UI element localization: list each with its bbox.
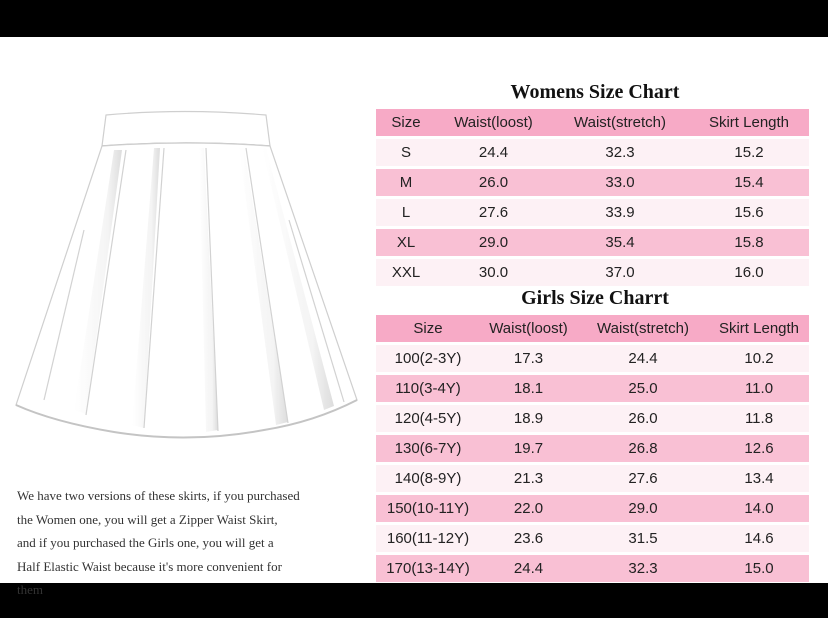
cell: 15.4 xyxy=(689,169,809,196)
table-row xyxy=(376,555,809,582)
cell: 27.6 xyxy=(436,199,551,226)
cell: 18.9 xyxy=(480,405,577,432)
cell: 15.0 xyxy=(709,555,809,582)
table-row xyxy=(376,405,809,432)
cell: 25.0 xyxy=(577,375,709,402)
header-cell: Size xyxy=(376,315,480,342)
cell: 33.9 xyxy=(551,199,689,226)
table-row xyxy=(376,169,809,196)
header-cell: Size xyxy=(376,109,436,136)
cell: 15.6 xyxy=(689,199,809,226)
description-line: the Women one, you will get a Zipper Waist Skirt, xyxy=(17,511,278,527)
description-line: them xyxy=(17,582,43,597)
cell: 26.0 xyxy=(436,169,551,196)
cell: 21.3 xyxy=(480,465,577,492)
cell: 35.4 xyxy=(551,229,689,256)
cell: 17.3 xyxy=(480,345,577,372)
cell: 11.8 xyxy=(709,405,809,432)
cell: 26.8 xyxy=(577,435,709,462)
table-row xyxy=(376,465,809,492)
table-row xyxy=(376,435,809,462)
table-row xyxy=(376,525,809,552)
cell: 12.6 xyxy=(709,435,809,462)
cell: 37.0 xyxy=(551,259,689,286)
description-line: We have two versions of these skirts, if you purchased xyxy=(17,488,300,503)
cell: 24.4 xyxy=(436,139,551,166)
table-row xyxy=(376,375,809,402)
cell: 18.1 xyxy=(480,375,577,402)
cell: 170(13-14Y) xyxy=(376,555,480,582)
description-line: and if you purchased the Girls one, you will get a xyxy=(17,535,274,550)
table-row xyxy=(376,199,809,226)
womens-size-table xyxy=(376,109,809,286)
cell: 10.2 xyxy=(709,345,809,372)
table-header-row xyxy=(376,315,809,342)
cell: 15.2 xyxy=(689,139,809,166)
cell: 30.0 xyxy=(436,259,551,286)
table-row xyxy=(376,259,809,286)
cell: 33.0 xyxy=(551,169,689,196)
product-description xyxy=(17,484,367,602)
product-image xyxy=(0,37,828,597)
header-cell: Skirt Length xyxy=(689,109,809,136)
pleated-skirt-image xyxy=(14,110,362,460)
cell: 14.0 xyxy=(709,495,809,522)
header-cell: Waist(loost) xyxy=(436,109,551,136)
cell: 19.7 xyxy=(480,435,577,462)
cell: 14.6 xyxy=(709,525,809,552)
cell: 130(6-7Y) xyxy=(376,435,480,462)
cell: 100(2-3Y) xyxy=(376,345,480,372)
cell: S xyxy=(376,139,436,166)
cell: 150(10-11Y) xyxy=(376,495,480,522)
womens-chart-title: Womens Size Chart xyxy=(510,81,680,103)
cell: 160(11-12Y) xyxy=(376,525,480,552)
cell: XL xyxy=(376,229,436,256)
table-row xyxy=(376,229,809,256)
header-cell: Waist(stretch) xyxy=(551,109,689,136)
header-cell: Waist(stretch) xyxy=(577,315,709,342)
table-header-row xyxy=(376,109,809,136)
cell: 27.6 xyxy=(577,465,709,492)
table-row xyxy=(376,345,809,372)
cell: 23.6 xyxy=(480,525,577,552)
cell: 29.0 xyxy=(577,495,709,522)
cell: 16.0 xyxy=(689,259,809,286)
description-line: Half Elastic Waist because it's more convenient for xyxy=(17,558,282,574)
header-cell: Skirt Length xyxy=(709,315,809,342)
cell: 110(3-4Y) xyxy=(376,375,480,402)
cell: 26.0 xyxy=(577,405,709,432)
cell: 140(8-9Y) xyxy=(376,465,480,492)
cell: 22.0 xyxy=(480,495,577,522)
cell: 32.3 xyxy=(551,139,689,166)
cell: M xyxy=(376,169,436,196)
table-row xyxy=(376,495,809,522)
cell: XXL xyxy=(376,259,436,286)
cell: 32.3 xyxy=(577,555,709,582)
girls-chart-title: Girls Size Charrt xyxy=(521,287,669,309)
cell: 24.4 xyxy=(577,345,709,372)
cell: L xyxy=(376,199,436,226)
cell: 11.0 xyxy=(709,375,809,402)
cell: 120(4-5Y) xyxy=(376,405,480,432)
cell: 31.5 xyxy=(577,525,709,552)
cell: 15.8 xyxy=(689,229,809,256)
cell: 24.4 xyxy=(480,555,577,582)
table-row xyxy=(376,139,809,166)
cell: 13.4 xyxy=(709,465,809,492)
header-cell: Waist(loost) xyxy=(480,315,577,342)
cell: 29.0 xyxy=(436,229,551,256)
girls-size-table xyxy=(376,315,809,582)
